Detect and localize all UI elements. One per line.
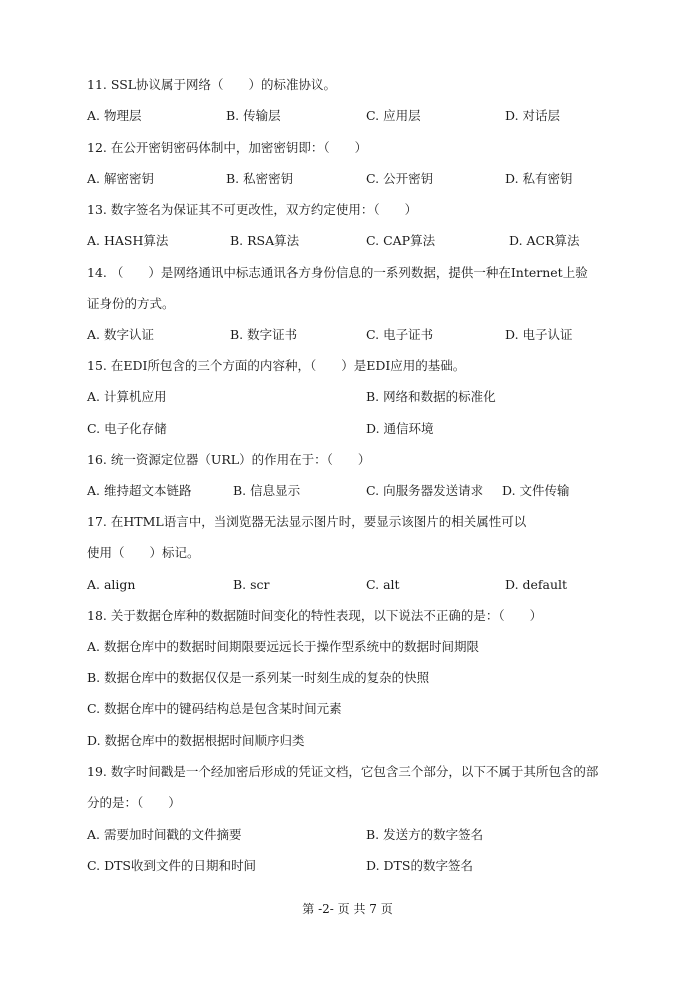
question-16-stem: 16. 统一资源定位器（URL）的作用在于：（ ） — [87, 452, 371, 467]
question-14-option-b: B. 数字证书 — [230, 327, 298, 342]
question-18-option-c: C. 数据仓库中的键码结构总是包含某时间元素 — [87, 701, 342, 716]
question-11-stem: 11. SSL协议属于网络（ ）的标准协议。 — [87, 77, 337, 92]
question-17-stem-continued: 使用（ ）标记。 — [87, 545, 200, 560]
question-15-option-d: D. 通信环境 — [366, 421, 434, 436]
question-17-option-b: B. scr — [233, 577, 270, 592]
question-13-option-a: A. HASH算法 — [87, 233, 169, 248]
question-16-option-c: C. 向服务器发送请求 — [366, 483, 484, 498]
question-11-option-c: C. 应用层 — [366, 108, 421, 123]
question-11-option-a: A. 物理层 — [87, 108, 142, 123]
question-15-option-b: B. 网络和数据的标准化 — [366, 389, 496, 404]
question-16-option-b: B. 信息显示 — [233, 483, 301, 498]
question-18-stem: 18. 关于数据仓库种的数据随时间变化的特性表现，以下说法不正确的是：（ ） — [87, 608, 543, 623]
question-12-option-a: A. 解密密钥 — [87, 171, 154, 186]
question-11-option-b: B. 传输层 — [226, 108, 281, 123]
question-18-option-a: A. 数据仓库中的数据时间期限要远远长于操作型系统中的数据时间期限 — [87, 639, 479, 654]
question-12-option-c: C. 公开密钥 — [366, 171, 434, 186]
question-14-option-c: C. 电子证书 — [366, 327, 434, 342]
question-13-stem: 13. 数字签名为保证其不可更改性，双方约定使用：（ ） — [87, 202, 418, 217]
question-15-option-c: C. 电子化存储 — [87, 421, 167, 436]
question-17-option-c: C. alt — [366, 577, 400, 592]
question-19-option-d: D. DTS的数字签名 — [366, 858, 473, 873]
question-19-option-a: A. 需要加时间戳的文件摘要 — [87, 827, 242, 842]
question-14-option-a: A. 数字认证 — [87, 327, 154, 342]
question-12-stem: 12. 在公开密钥密码体制中，加密密钥即：（ ） — [87, 140, 368, 155]
question-11-option-d: D. 对话层 — [505, 108, 561, 123]
question-14-option-d: D. 电子认证 — [505, 327, 573, 342]
question-19-option-c: C. DTS收到文件的日期和时间 — [87, 858, 256, 873]
question-17-option-d: D. default — [505, 577, 568, 592]
question-14-stem: 14. （ ）是网络通讯中标志通讯各方身份信息的一系列数据，提供一种在Internet上验 — [87, 265, 588, 280]
question-13-option-b: B. RSA算法 — [230, 233, 300, 248]
question-13-option-d: D. ACR算法 — [509, 233, 580, 248]
question-15-option-a: A. 计算机应用 — [87, 389, 167, 404]
question-13-option-c: C. CAP算法 — [366, 233, 436, 248]
question-19-stem-continued: 分的是：（ ） — [87, 795, 181, 810]
question-16-option-d: D. 文件传输 — [502, 483, 570, 498]
question-18-option-d: D. 数据仓库中的数据根据时间顺序归类 — [87, 733, 305, 748]
page-footer: 第 -2- 页 共 7 页 — [302, 902, 393, 916]
question-18-option-b: B. 数据仓库中的数据仅仅是一系列某一时刻生成的复杂的快照 — [87, 670, 430, 685]
question-14-stem-continued: 证身份的方式。 — [87, 296, 175, 311]
question-17-stem: 17. 在HTML语言中，当浏览器无法显示图片时，要显示该图片的相关属性可以 — [87, 514, 527, 529]
question-19-option-b: B. 发送方的数字签名 — [366, 827, 484, 842]
question-19-stem: 19. 数字时间戳是一个经加密后形成的凭证文档，它包含三个部分，以下不属于其所包含的部 — [87, 764, 599, 779]
question-12-option-d: D. 私有密钥 — [505, 171, 573, 186]
question-16-option-a: A. 维持超文本链路 — [87, 483, 192, 498]
question-12-option-b: B. 私密密钥 — [226, 171, 294, 186]
question-15-stem: 15. 在EDI所包含的三个方面的内容种，（ ）是EDI应用的基础。 — [87, 358, 466, 373]
question-17-option-a: A. align — [87, 577, 136, 592]
